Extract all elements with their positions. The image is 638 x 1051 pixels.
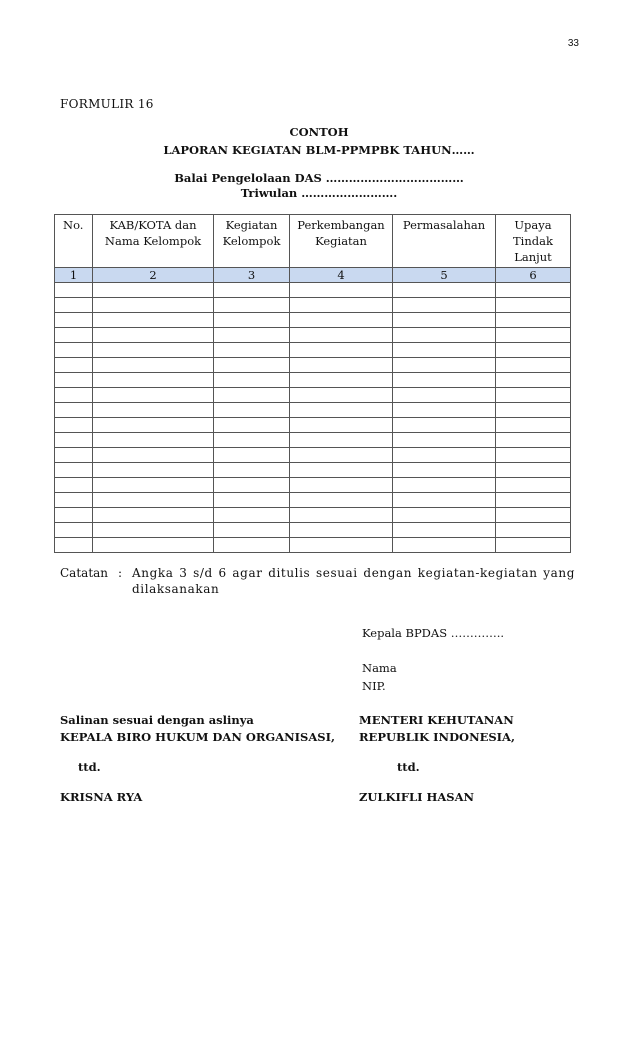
table-cell [393, 343, 496, 358]
table-cell [55, 538, 93, 553]
signature-name: Nama [362, 661, 397, 675]
table-cell [55, 478, 93, 493]
left-ttd: ttd. [78, 760, 101, 774]
table-cell [290, 523, 393, 538]
column-header: KAB/KOTA dan Nama Kelompok [93, 215, 214, 268]
table-cell [214, 343, 290, 358]
table-cell [290, 403, 393, 418]
table-cell [55, 418, 93, 433]
table-row [55, 298, 571, 313]
signature-nip: NIP. [362, 679, 386, 693]
table-cell [214, 448, 290, 463]
table-cell [496, 343, 571, 358]
table-cell [93, 478, 214, 493]
column-number: 5 [393, 268, 496, 283]
table-cell [290, 493, 393, 508]
table-cell [214, 538, 290, 553]
table-cell [290, 388, 393, 403]
right-name: ZULKIFLI HASAN [359, 790, 475, 804]
table-cell [290, 343, 393, 358]
table-cell [214, 418, 290, 433]
table-cell [496, 388, 571, 403]
table-row [55, 343, 571, 358]
table-cell [496, 478, 571, 493]
table-cell [55, 283, 93, 298]
table-cell [214, 388, 290, 403]
table-cell [55, 523, 93, 538]
table-cell [496, 313, 571, 328]
table-cell [93, 313, 214, 328]
table-cell [290, 508, 393, 523]
signature-head: Kepala BPDAS ………….. [362, 626, 505, 640]
table-cell [393, 283, 496, 298]
column-header: No. [55, 215, 93, 268]
table-cell [393, 523, 496, 538]
table-cell [290, 328, 393, 343]
table-row [55, 388, 571, 403]
table-cell [496, 403, 571, 418]
table-cell [496, 373, 571, 388]
note-label: Catatan [60, 566, 109, 580]
table-cell [290, 298, 393, 313]
table-cell [393, 403, 496, 418]
table-row [55, 358, 571, 373]
column-number: 1 [55, 268, 93, 283]
column-number: 6 [496, 268, 571, 283]
table-cell [55, 373, 93, 388]
left-name: KRISNA RYA [60, 790, 143, 804]
table-cell [93, 358, 214, 373]
table-cell [214, 493, 290, 508]
table-row [55, 508, 571, 523]
left-line1: Salinan sesuai dengan aslinya [60, 713, 254, 727]
table-row [55, 538, 571, 553]
table-cell [290, 418, 393, 433]
table-cell [55, 313, 93, 328]
table-cell [393, 448, 496, 463]
table-row [55, 463, 571, 478]
table-cell [55, 388, 93, 403]
table-cell [93, 508, 214, 523]
table-cell [496, 448, 571, 463]
table-cell [393, 358, 496, 373]
table-cell [290, 463, 393, 478]
table-cell [496, 328, 571, 343]
table-row [55, 403, 571, 418]
table-cell [55, 508, 93, 523]
table-cell [93, 388, 214, 403]
right-ttd: ttd. [397, 760, 420, 774]
table-cell [290, 448, 393, 463]
table-cell [393, 433, 496, 448]
heading-laporan: LAPORAN KEGIATAN BLM-PPMPBK TAHUN…… [163, 143, 475, 157]
table-cell [214, 313, 290, 328]
column-header: Permasalahan [393, 215, 496, 268]
table-header-row [55, 215, 571, 268]
column-number: 3 [214, 268, 290, 283]
table-cell [214, 298, 290, 313]
table-cell [93, 538, 214, 553]
table-row [55, 523, 571, 538]
table-cell [214, 433, 290, 448]
table-cell [496, 508, 571, 523]
table-cell [496, 523, 571, 538]
table-cell [55, 403, 93, 418]
table-row [55, 313, 571, 328]
table-row [55, 448, 571, 463]
table-cell [393, 298, 496, 313]
table-cell [496, 463, 571, 478]
heading-balai: Balai Pengelolaan DAS ……………………………… [174, 171, 464, 185]
column-header: Perkembangan Kegiatan [290, 215, 393, 268]
table-cell [214, 478, 290, 493]
table-row [55, 328, 571, 343]
table-cell [496, 283, 571, 298]
table-cell [214, 358, 290, 373]
table-cell [93, 283, 214, 298]
table-row [55, 283, 571, 298]
table-cell [93, 448, 214, 463]
table-cell [393, 388, 496, 403]
table-cell [55, 358, 93, 373]
table-cell [55, 493, 93, 508]
table-cell [55, 328, 93, 343]
table-cell [93, 298, 214, 313]
table-row [55, 493, 571, 508]
table-cell [290, 538, 393, 553]
table-row [55, 433, 571, 448]
left-line2: KEPALA BIRO HUKUM DAN ORGANISASI, [60, 730, 335, 744]
table-cell [214, 523, 290, 538]
table-cell [93, 403, 214, 418]
table-row [55, 418, 571, 433]
table-cell [93, 328, 214, 343]
table-cell [93, 343, 214, 358]
table-cell [214, 283, 290, 298]
table-cell [214, 328, 290, 343]
table-cell [290, 373, 393, 388]
table-cell [93, 463, 214, 478]
column-number: 4 [290, 268, 393, 283]
page-number: 33 [567, 38, 579, 49]
table-cell [496, 538, 571, 553]
table-cell [393, 463, 496, 478]
table-cell [393, 373, 496, 388]
table-row [55, 373, 571, 388]
table-cell [393, 328, 496, 343]
table-cell [393, 418, 496, 433]
table-cell [496, 298, 571, 313]
table-cell [55, 433, 93, 448]
right-line2: REPUBLIK INDONESIA, [359, 730, 515, 744]
table-cell [214, 463, 290, 478]
table-cell [290, 313, 393, 328]
table-cell [55, 298, 93, 313]
table-cell [393, 538, 496, 553]
table-cell [55, 463, 93, 478]
table-cell [290, 358, 393, 373]
note-text: Angka 3 s/d 6 agar ditulis sesuai dengan kegiatan-kegiatan yang dilaksanakan [132, 566, 575, 596]
table-cell [93, 418, 214, 433]
report-table [54, 214, 571, 553]
column-header: Upaya Tindak Lanjut [496, 215, 571, 268]
table-cell [393, 508, 496, 523]
table-cell [393, 478, 496, 493]
heading-triwulan: Triwulan ……………………. [240, 186, 398, 200]
column-number-row [55, 268, 571, 283]
table-cell [214, 373, 290, 388]
table-cell [93, 373, 214, 388]
table-cell [496, 433, 571, 448]
form-label: FORMULIR 16 [60, 97, 154, 111]
table-cell [290, 433, 393, 448]
table-cell [214, 403, 290, 418]
table-cell [93, 433, 214, 448]
table-row [55, 478, 571, 493]
note-colon: : [118, 566, 123, 580]
table-cell [496, 418, 571, 433]
table-cell [214, 508, 290, 523]
column-header: Kegiatan Kelompok [214, 215, 290, 268]
table-cell [93, 523, 214, 538]
table-cell [290, 283, 393, 298]
right-line1: MENTERI KEHUTANAN [359, 713, 514, 727]
heading-contoh: CONTOH [289, 125, 349, 139]
column-number: 2 [93, 268, 214, 283]
table-cell [55, 448, 93, 463]
table-cell [55, 343, 93, 358]
table-cell [393, 313, 496, 328]
table-cell [290, 478, 393, 493]
table-cell [93, 493, 214, 508]
table-cell [496, 493, 571, 508]
table-cell [393, 493, 496, 508]
table-cell [496, 358, 571, 373]
